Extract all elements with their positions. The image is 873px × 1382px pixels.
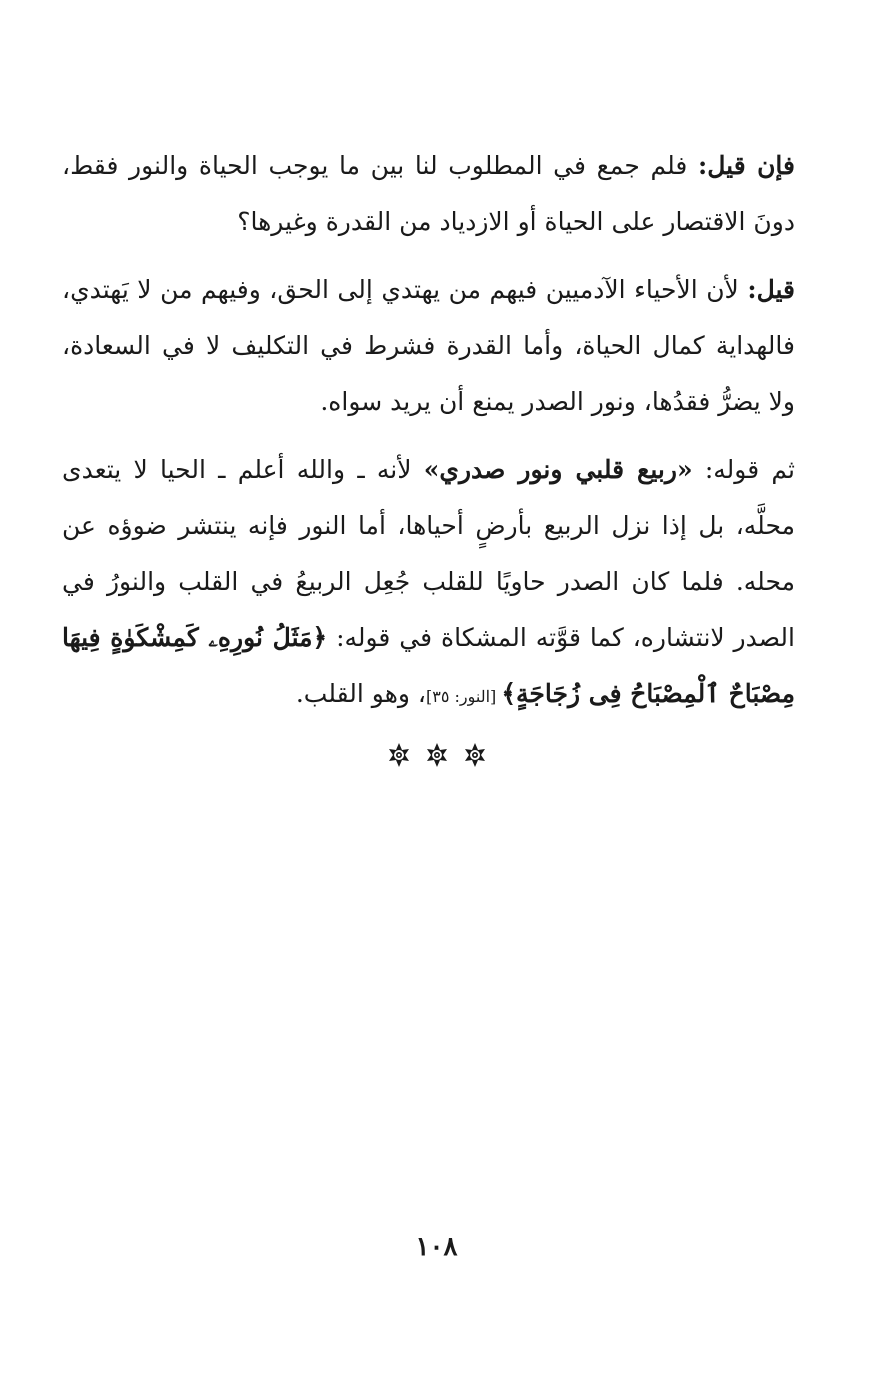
answer-text: لأن الأحياء الآدميين فيهم من يهتدي إلى الحق، وفيهم من لا يَهتدي، فالهداية كمال الحياة، وأما القدرة فشرط في التكليف لا في السعادة، ولا يضرُّ فقدُها، ونور الصدر يمنع أن يريد سواه. — [62, 275, 795, 416]
explanation-text-mid: لأنه ـ والله أعلم ـ الحيا لا يتعدى محلَّه، بل إذا نزل الربيع بأرضٍ أحياها، أما النور فإنه ينتشر ضوؤه عن محله. فلما كان الصدر حاويًا للقلب جُعِل الربيعُ في القلب والنورُ في الصدر لانتشاره، كما قوَّته المشكاة في قوله: — [62, 455, 795, 652]
flower-ornament-icon — [386, 742, 412, 768]
question-lead: فإن قيل: — [698, 151, 795, 180]
paragraph-answer — [62, 262, 795, 430]
question-text: فلم جمع في المطلوب لنا بين ما يوجب الحياة والنور فقط، دونَ الاقتصار على الحياة أو الازدياد من القدرة وغيرها؟ — [62, 151, 795, 236]
page-number: ١٠٨ — [415, 1232, 458, 1262]
quran-verse: ﴿مَثَلُ نُورِهِۦ كَمِشْكَوٰةٍ فِيهَا مِصْبَاحٌ ٱلْمِصْبَاحُ فِى زُجَاجَةٍ﴾ — [62, 623, 795, 708]
flower-ornament-icon — [462, 742, 488, 768]
hadith-quote: «ربيع قلبي ونور صدري» — [423, 455, 693, 484]
paragraph-explanation — [62, 442, 795, 725]
section-divider-ornaments — [0, 742, 873, 768]
paragraph-question — [62, 138, 795, 250]
answer-lead: قيل: — [747, 275, 795, 304]
explanation-text-before: ثم قوله: — [692, 455, 795, 484]
explanation-text-after: ، وهو القلب. — [295, 679, 426, 708]
flower-ornament-icon — [424, 742, 450, 768]
page-body — [62, 138, 795, 737]
verse-reference: [النور: ٣٥] — [425, 687, 502, 706]
